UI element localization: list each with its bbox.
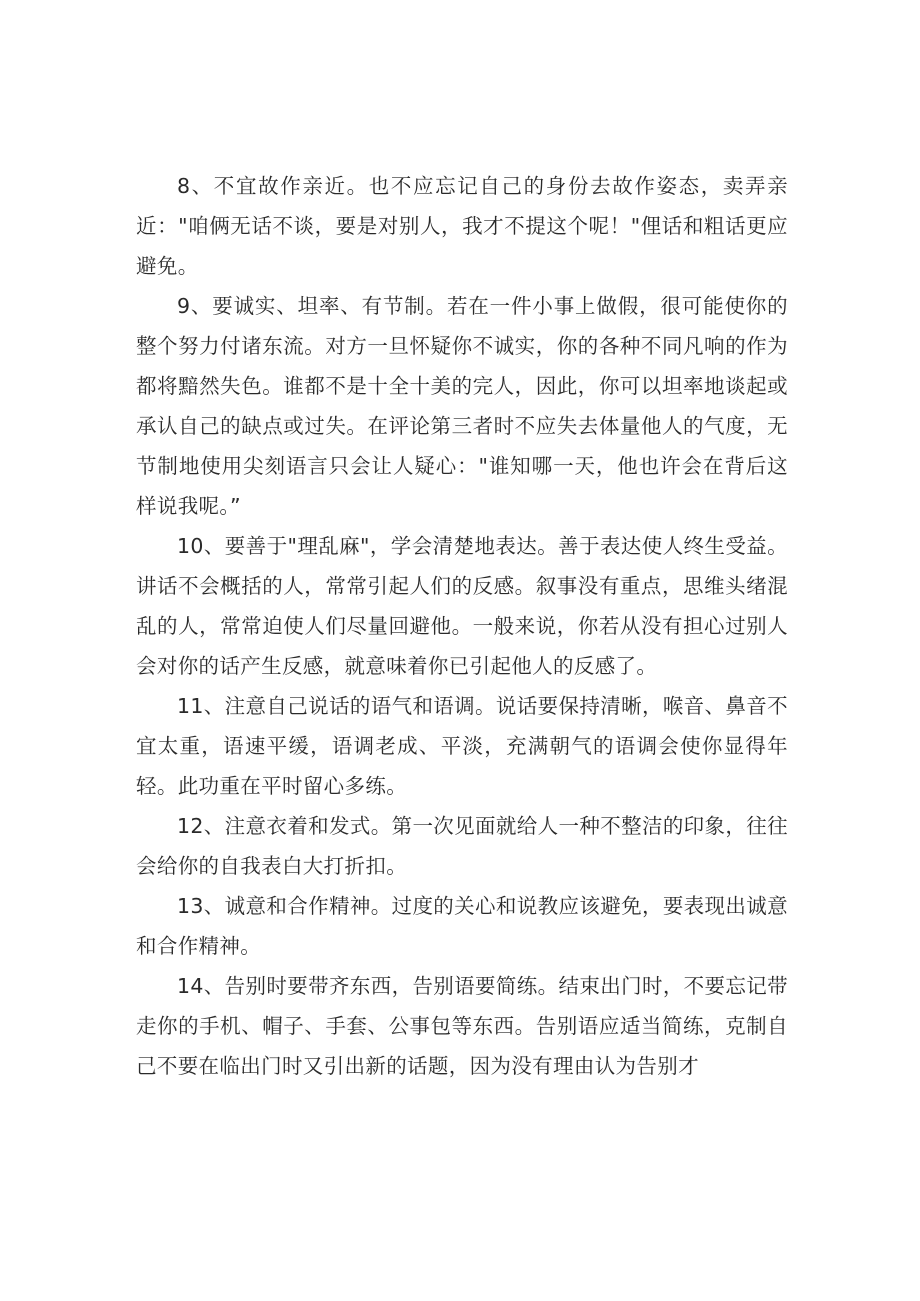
paragraph-13: 13、诚意和合作精神。过度的关心和说教应该避免，要表现出诚意和合作精神。 [136,894,788,958]
paragraph-10: 10、要善于"理乱麻"，学会清楚地表达。善于表达使人终生受益。讲话不会概括的人，常常引起人们的反感。叙事没有重点，思维头绪混乱的人，常常迫使人们尽量回避他。一般来说，你若从没有担心过别人会对你的话产生反感，就意味着你已引起他人的反感了。 [136,534,788,678]
paragraph-8: 8、不宜故作亲近。也不应忘记自己的身份去故作姿态，卖弄亲近："咱俩无话不谈，要是对别人，我才不提这个呢！"俚话和粗话更应避免。 [136,174,788,278]
paragraph-14: 14、告别时要带齐东西，告别语要简练。结束出门时，不要忘记带走你的手机、帽子、手套、公事包等东西。告别语应适当简练，克制自己不要在临出门时又引出新的话题，因为没有理由认为告别才 [136,974,788,1078]
paragraph-11: 11、注意自己说话的语气和语调。说话要保持清晰，喉音、鼻音不宜太重，语速平缓，语调老成、平淡，充满朝气的语调会使你显得年轻。此功重在平时留心多练。 [136,694,788,798]
paragraph-12: 12、注意衣着和发式。第一次见面就给人一种不整洁的印象，往往会给你的自我表白大打折扣。 [136,814,788,878]
document-body [136,166,788,1086]
paragraph-9: 9、要诚实、坦率、有节制。若在一件小事上做假，很可能使你的整个努力付诸东流。对方一旦怀疑你不诚实，你的各种不同凡响的作为都将黯然失色。谁都不是十全十美的完人，因此，你可以坦率地谈起或承认自己的缺点或过失。在评论第三者时不应失去体量他人的气度，无节制地使用尖刻语言只会让人疑心："谁知哪一天，他也许会在背后这样说我呢。” [136,294,788,518]
